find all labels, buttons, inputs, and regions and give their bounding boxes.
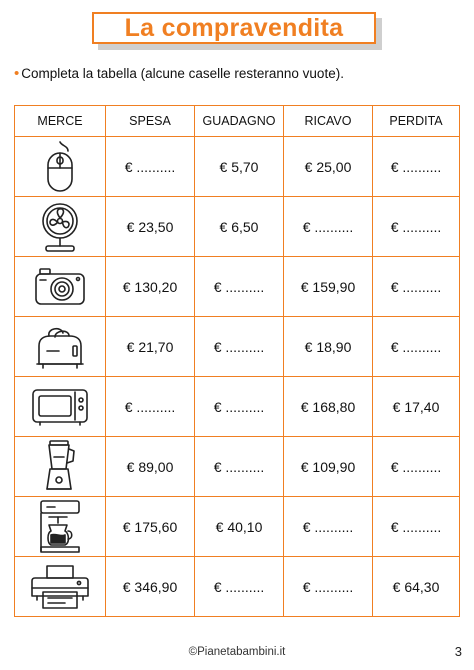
column-header-spesa: SPESA <box>106 106 195 137</box>
merce-cell <box>15 137 106 197</box>
merce-cell <box>15 557 106 617</box>
guadagno-cell: € .......... <box>195 257 284 317</box>
merce-cell <box>15 317 106 377</box>
computer-mouse-icon <box>40 140 80 194</box>
ricavo-cell: € .......... <box>284 197 373 257</box>
merce-cell <box>15 437 106 497</box>
ricavo-cell: € 159,90 <box>284 257 373 317</box>
toaster-icon <box>33 324 87 370</box>
guadagno-cell: € .......... <box>195 377 284 437</box>
column-header-perdita: PERDITA <box>373 106 460 137</box>
table-row <box>15 137 460 197</box>
column-header-guadagno: GUADAGNO <box>195 106 284 137</box>
table-row <box>15 317 460 377</box>
perdita-cell: € 17,40 <box>373 377 460 437</box>
guadagno-cell: € .......... <box>195 317 284 377</box>
spesa-cell: € 23,50 <box>106 197 195 257</box>
ricavo-cell: € 18,90 <box>284 317 373 377</box>
ricavo-cell: € 109,90 <box>284 437 373 497</box>
bullet-icon: • <box>14 65 20 82</box>
ricavo-cell: € .......... <box>284 497 373 557</box>
table-row <box>15 257 460 317</box>
perdita-cell: € .......... <box>373 137 460 197</box>
table-row <box>15 497 460 557</box>
spesa-cell: € 21,70 <box>106 317 195 377</box>
merce-cell <box>15 257 106 317</box>
page-title: La compravendita <box>92 12 376 44</box>
camera-icon <box>32 265 88 309</box>
guadagno-cell: € .......... <box>195 437 284 497</box>
spesa-cell: € 346,90 <box>106 557 195 617</box>
perdita-cell: € .......... <box>373 197 460 257</box>
perdita-cell: € .......... <box>373 437 460 497</box>
spesa-cell: € 89,00 <box>106 437 195 497</box>
instruction-line <box>14 65 344 82</box>
microwave-oven-icon <box>30 386 90 428</box>
title-banner <box>92 12 382 48</box>
perdita-cell: € 64,30 <box>373 557 460 617</box>
coffee-maker-icon <box>37 499 83 555</box>
guadagno-cell: € .......... <box>195 557 284 617</box>
electric-fan-icon <box>35 201 85 253</box>
printer-icon <box>29 562 91 612</box>
instruction-text: Completa la tabella (alcune caselle resteranno vuote). <box>21 66 344 81</box>
ricavo-cell: € 168,80 <box>284 377 373 437</box>
guadagno-cell: € 5,70 <box>195 137 284 197</box>
table-row <box>15 557 460 617</box>
merce-cell <box>15 377 106 437</box>
guadagno-cell: € 6,50 <box>195 197 284 257</box>
table-header-row <box>15 106 460 137</box>
ricavo-cell: € 25,00 <box>284 137 373 197</box>
column-header-merce: MERCE <box>15 106 106 137</box>
spesa-cell: € .......... <box>106 377 195 437</box>
column-header-ricavo: RICAVO <box>284 106 373 137</box>
table-row <box>15 377 460 437</box>
footer-credit: ©Pianetabambini.it <box>188 646 286 658</box>
guadagno-cell: € 40,10 <box>195 497 284 557</box>
ricavo-cell: € .......... <box>284 557 373 617</box>
spesa-cell: € 175,60 <box>106 497 195 557</box>
perdita-cell: € .......... <box>373 497 460 557</box>
merce-cell <box>15 497 106 557</box>
perdita-cell: € .......... <box>373 257 460 317</box>
table-row <box>15 437 460 497</box>
spesa-cell: € .......... <box>106 137 195 197</box>
perdita-cell: € .......... <box>373 317 460 377</box>
table-row <box>15 197 460 257</box>
merce-cell <box>15 197 106 257</box>
spesa-cell: € 130,20 <box>106 257 195 317</box>
blender-icon <box>40 439 80 495</box>
page-number: 3 <box>454 644 462 659</box>
exercise-table <box>14 105 460 617</box>
